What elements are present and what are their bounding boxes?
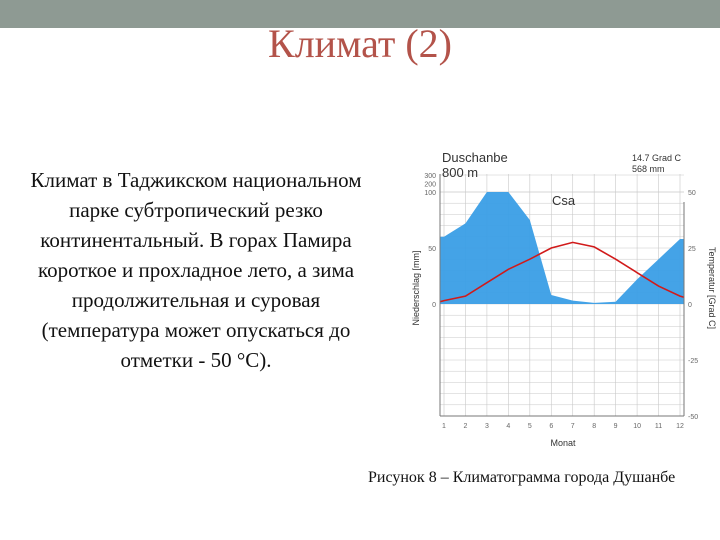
climate-chart-svg [392,148,720,484]
left-tick-label: 300 [424,173,436,180]
left-axis-label: Niederschlag [mm] [411,250,421,326]
x-tick-label: 7 [570,423,575,430]
annual-temperature: 14.7 Grad C [632,153,682,163]
right-axis-label: Temperatur [Grad C] [707,246,717,330]
figure-caption: Рисунок 8 – Климатограмма города Душанбе [368,469,676,486]
x-tick-label: 1 [442,423,446,430]
climate-class: Csa [552,193,576,208]
x-tick-label: 12 [676,423,684,430]
left-tick-label: 0 [432,302,436,309]
right-tick-label: 0 [688,302,692,309]
x-tick-label: 2 [463,423,468,430]
slide-title: Климат (2) [268,21,452,66]
right-tick-label: -50 [688,414,699,421]
x-tick-label: 8 [592,423,597,430]
x-axis-label: Monat [550,438,576,448]
left-tick-label: 50 [428,246,436,253]
x-tick-label: 9 [613,423,618,430]
climate-chart [392,148,720,484]
right-tick-label: 25 [688,246,696,253]
right-tick-label: 50 [688,190,696,197]
x-tick-label: 11 [654,423,663,430]
left-tick-label: 100 [424,190,436,197]
x-tick-label: 10 [633,423,641,430]
left-tick-label: 200 [424,181,436,189]
station-elevation: 800 m [442,165,479,180]
x-tick-label: 4 [506,423,511,430]
station-name: Duschanbe [442,150,508,165]
x-tick-label: 6 [549,423,554,430]
annual-precipitation: 568 mm [632,164,665,174]
x-tick-label: 5 [527,423,532,430]
x-tick-label: 3 [484,423,489,430]
slide-body-text: Климат в Таджикском национальном парке субтропический резко континентальный. В горах Памира короткое и прохладное лето, а зима продолжительная и суровая (температура может опускаться до отметки - 50 °С). [30,168,362,372]
right-tick-label: -25 [688,358,699,365]
